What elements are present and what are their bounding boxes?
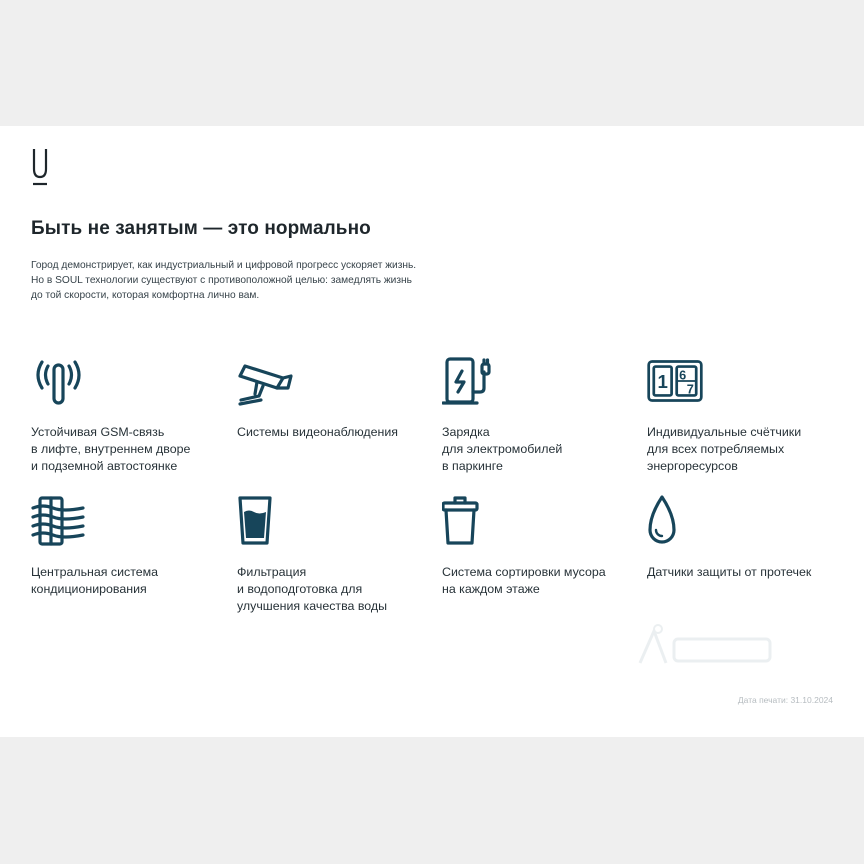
feature-gsm bbox=[31, 354, 231, 475]
feature-waste-sorting bbox=[442, 494, 642, 598]
document-sheet bbox=[0, 126, 864, 737]
svg-text:1: 1 bbox=[657, 370, 668, 392]
print-date: Дата печати: 31.10.2024 bbox=[737, 695, 833, 705]
air-conditioning-icon bbox=[31, 494, 87, 548]
feature-label: Система сортировки мусора на каждом этаже bbox=[442, 565, 606, 596]
feature-cctv bbox=[237, 354, 437, 441]
water-glass-icon bbox=[237, 494, 293, 548]
feature-meters bbox=[647, 354, 847, 475]
intro-line: до той скорости, которая комфортна лично вам. bbox=[31, 290, 260, 301]
soul-logo-icon bbox=[31, 147, 49, 187]
feature-label: Зарядка для электромобилей в паркинге bbox=[442, 425, 563, 473]
feature-ev-charging bbox=[442, 354, 642, 475]
page-title: Быть не занятым — это нормально bbox=[31, 218, 371, 239]
watermark-logo-icon bbox=[636, 623, 776, 667]
svg-text:7: 7 bbox=[686, 381, 694, 397]
feature-leak-sensors bbox=[647, 494, 847, 581]
water-drop-icon bbox=[647, 494, 703, 548]
feature-label: Центральная система кондиционирования bbox=[31, 565, 159, 596]
intro-line: Но в SOUL технологии существуют с противоположной целью: замедлять жизнь bbox=[31, 275, 412, 286]
feature-label: Устойчивая GSM-связь в лифте, внутреннем дворе и подземной автостоянке bbox=[31, 425, 191, 473]
svg-text:6: 6 bbox=[679, 367, 687, 383]
feature-label: Индивидуальные счётчики для всех потребляемых энергоресурсов bbox=[647, 425, 802, 473]
intro-line: Город демонстрирует, как индустриальный и цифровой прогресс ускоряет жизнь. bbox=[31, 260, 417, 271]
meter-counter-icon bbox=[647, 354, 703, 408]
feature-label: Фильтрация и водоподготовка для улучшения качества воды bbox=[237, 565, 388, 613]
feature-air-conditioning bbox=[31, 494, 231, 598]
cctv-camera-icon bbox=[237, 354, 293, 408]
trash-bin-icon bbox=[442, 494, 498, 548]
feature-label: Системы видеонаблюдения bbox=[237, 425, 398, 439]
intro-paragraph bbox=[31, 258, 491, 303]
gsm-antenna-icon bbox=[31, 354, 87, 408]
feature-water-filtration bbox=[237, 494, 437, 615]
ev-charger-icon bbox=[442, 354, 498, 408]
feature-label: Датчики защиты от протечек bbox=[647, 565, 812, 579]
